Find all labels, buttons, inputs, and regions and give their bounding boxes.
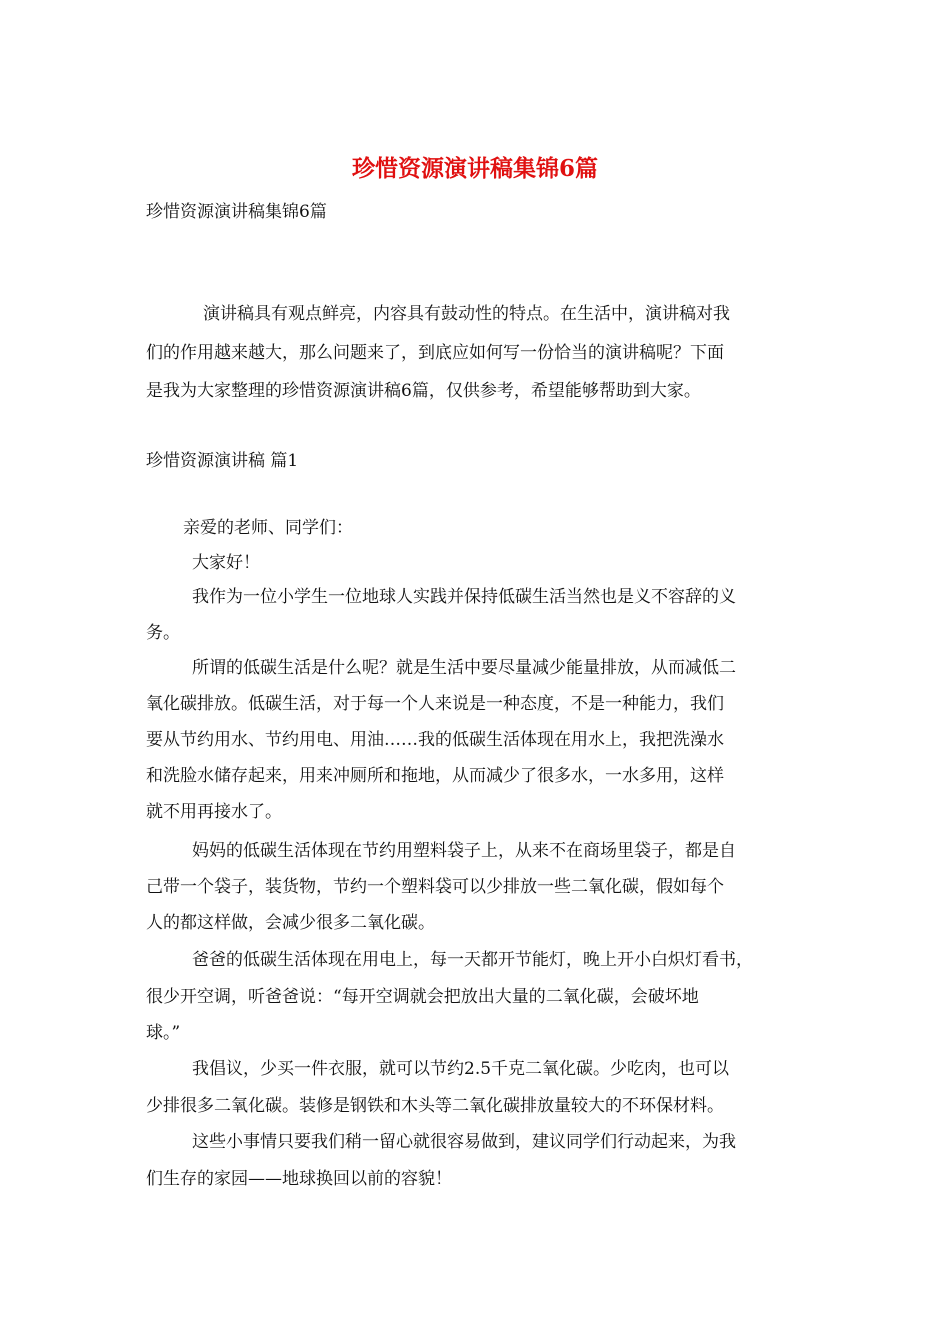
body-line: 爸爸的低碳生活体现在用电上，每一天都开节能灯，晚上开小白炽灯看书， [192,950,753,970]
body-line: 和洗脸水储存起来，用来冲厕所和拖地，从而减少了很多水，一水多用，这样 [146,766,724,786]
body-line: 们生存的家园——地球换回以前的容貌！ [146,1169,452,1189]
intro-line-3: 是我为大家整理的珍惜资源演讲稿6篇，仅供参考，希望能够帮助到大家。 [146,381,701,401]
document-title: 珍惜资源演讲稿集锦6篇 [351,155,598,182]
body-line: 我倡议，少买一件衣服，就可以节约2.5千克二氧化碳。少吃肉，也可以 [192,1059,730,1079]
body-line: 务。 [146,623,180,643]
section-heading: 珍惜资源演讲稿 篇1 [146,451,299,471]
body-line: 很少开空调，听爸爸说：“每开空调就会把放出大量的二氧化碳，会破坏地 [146,987,699,1007]
body-line: 妈妈的低碳生活体现在节约用塑料袋子上，从来不在商场里袋子，都是自 [192,841,736,861]
body-line: 这些小事情只要我们稍一留心就很容易做到，建议同学们行动起来，为我 [192,1132,736,1152]
hello: 大家好！ [192,553,260,573]
intro-line-2: 们的作用越来越大，那么问题来了，到底应如何写一份恰当的演讲稿呢？下面 [146,343,724,363]
body-line: 我作为一位小学生一位地球人实践并保持低碳生活当然也是义不容辞的义 [192,587,736,607]
body-line: 己带一个袋子，装货物，节约一个塑料袋可以少排放一些二氧化碳，假如每个 [146,877,724,897]
body-line: 所谓的低碳生活是什么呢？就是生活中要尽量减少能量排放，从而减低二 [192,658,736,678]
body-line: 氧化碳排放。低碳生活，对于每一个人来说是一种态度，不是一种能力，我们 [146,694,724,714]
greeting: 亲爱的老师、同学们： [183,518,353,538]
body-line: 就不用再接水了。 [146,802,282,822]
intro-line-1: 演讲稿具有观点鲜亮，内容具有鼓动性的特点。在生活中，演讲稿对我 [203,304,730,324]
document-subtitle: 珍惜资源演讲稿集锦6篇 [146,202,327,222]
body-line: 人的都这样做，会减少很多二氧化碳。 [146,913,435,933]
body-line: 球。” [146,1023,181,1043]
body-line: 要从节约用水、节约用电、用油……我的低碳生活体现在用水上，我把洗澡水 [146,730,724,750]
body-line: 少排很多二氧化碳。装修是钢铁和木头等二氧化碳排放量较大的不环保材料。 [146,1096,724,1116]
